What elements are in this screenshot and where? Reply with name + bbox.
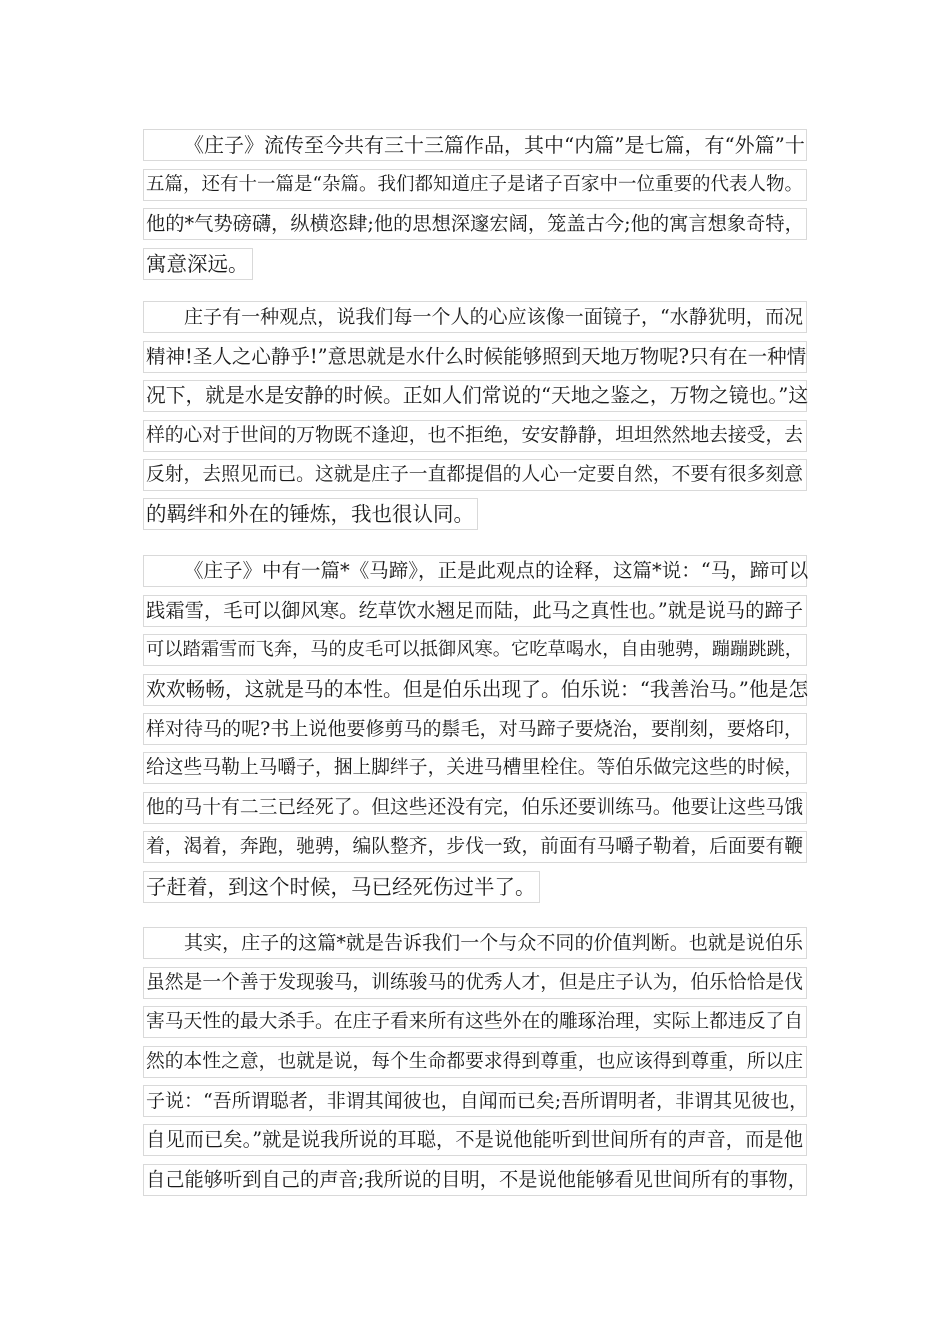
text-line — [143, 551, 807, 590]
text-line — [143, 243, 807, 282]
paragraph-2 — [143, 297, 807, 533]
text-line — [143, 590, 807, 629]
line-text: 虽然是一个善于发现骏马，训练骏马的优秀人才，但是庄子认为，伯乐恰恰是伐 — [143, 967, 807, 999]
text-line — [143, 1159, 807, 1198]
text-line — [143, 669, 807, 708]
text-line — [143, 827, 807, 866]
line-text: 《庄子》中有一篇*《马蹄》，正是此观点的诠释，这篇*说：“马，蹄可以 — [143, 555, 807, 587]
line-text: 自己能够听到自己的声音;我所说的目明，不是说他能够看见世间所有的事物， — [143, 1164, 807, 1196]
text-line — [143, 125, 807, 164]
line-text: 自见而已矣。”就是说我所说的耳聪，不是说他能听到世间所有的声音，而是他 — [143, 1124, 807, 1156]
text-line — [143, 787, 807, 826]
line-text: 给这些马勒上马嚼子，捆上脚绊子，关进马槽里栓住。等伯乐做完这些的时候， — [143, 752, 807, 784]
text-line — [143, 204, 807, 243]
line-text: 反射，去照见而已。这就是庄子一直都提倡的人心一定要自然，不要有很多刻意 — [143, 459, 807, 491]
text-line — [143, 1120, 807, 1159]
text-line — [143, 164, 807, 203]
text-line — [143, 494, 807, 533]
line-text: 可以踏霜雪而飞奔，马的皮毛可以抵御风寒。它吃草喝水，自由驰骋，蹦蹦跳跳， — [143, 634, 807, 666]
text-line — [143, 748, 807, 787]
line-text: 他的马十有二三已经死了。但这些还没有完，伯乐还要训练马。他要让这些马饿 — [143, 792, 807, 824]
text-line — [143, 415, 807, 454]
line-text: 子赶着，到这个时候，马已经死伤过半了。 — [143, 871, 540, 903]
text-line — [143, 962, 807, 1001]
text-line — [143, 336, 807, 375]
line-text: 他的*气势磅礴，纵横恣肆;他的思想深邃宏阔，笼盖古今;他的寓言想象奇特， — [143, 208, 807, 240]
line-text: 《庄子》流传至今共有三十三篇作品，其中“内篇”是七篇，有“外篇”十 — [143, 129, 807, 161]
paragraph-1 — [143, 125, 807, 283]
text-line — [143, 1041, 807, 1080]
line-text: 样的心对于世间的万物既不逢迎，也不拒绝，安安静静，坦坦然然地去接受，去 — [143, 420, 807, 452]
line-text: 其实，庄子的这篇*就是告诉我们一个与众不同的价值判断。也就是说伯乐 — [143, 927, 807, 959]
text-line — [143, 923, 807, 962]
text-line — [143, 1002, 807, 1041]
line-text: 五篇，还有十一篇是“杂篇。我们都知道庄子是诸子百家中一位重要的代表人物。 — [143, 169, 807, 201]
text-line — [143, 455, 807, 494]
line-text: 然的本性之意，也就是说，每个生命都要求得到尊重，也应该得到尊重，所以庄 — [143, 1046, 807, 1078]
line-text: 况下，就是水是安静的时候。正如人们常说的“天地之鉴之，万物之镜也。”这 — [143, 380, 807, 412]
paragraph-4 — [143, 923, 807, 1199]
line-text: 庄子有一种观点，说我们每一个人的心应该像一面镜子，“水静犹明，而况 — [143, 301, 807, 333]
line-text: 着，渴着，奔跑，驰骋，编队整齐，步伐一致，前面有马嚼子勒着，后面要有鞭 — [143, 831, 807, 863]
text-line — [143, 1081, 807, 1120]
paragraph-3 — [143, 551, 807, 906]
text-line — [143, 709, 807, 748]
line-text: 子说：“吾所谓聪者，非谓其闻彼也，自闻而已矣;吾所谓明者，非谓其见彼也， — [143, 1085, 807, 1117]
line-text: 欢欢畅畅，这就是马的本性。但是伯乐出现了。伯乐说：“我善治马。”他是怎 — [143, 674, 807, 706]
line-text: 样对待马的呢?书上说他要修剪马的鬃毛，对马蹄子要烧治，要削刻，要烙印， — [143, 713, 807, 745]
text-line — [143, 866, 807, 905]
text-line — [143, 630, 807, 669]
line-text: 践霜雪，毛可以御风寒。纥草饮水翘足而陆，此马之真性也。”就是说马的蹄子 — [143, 595, 807, 627]
line-text: 精神!圣人之心静乎!”意思就是水什么时候能够照到天地万物呢?只有在一种情 — [143, 341, 807, 373]
line-text: 害马天性的最大杀手。在庄子看来所有这些外在的雕琢治理，实际上都违反了自 — [143, 1006, 807, 1038]
line-text: 的羁绊和外在的锤炼，我也很认同。 — [143, 498, 478, 530]
text-line — [143, 376, 807, 415]
text-line — [143, 297, 807, 336]
line-text: 寓意深远。 — [143, 248, 253, 280]
